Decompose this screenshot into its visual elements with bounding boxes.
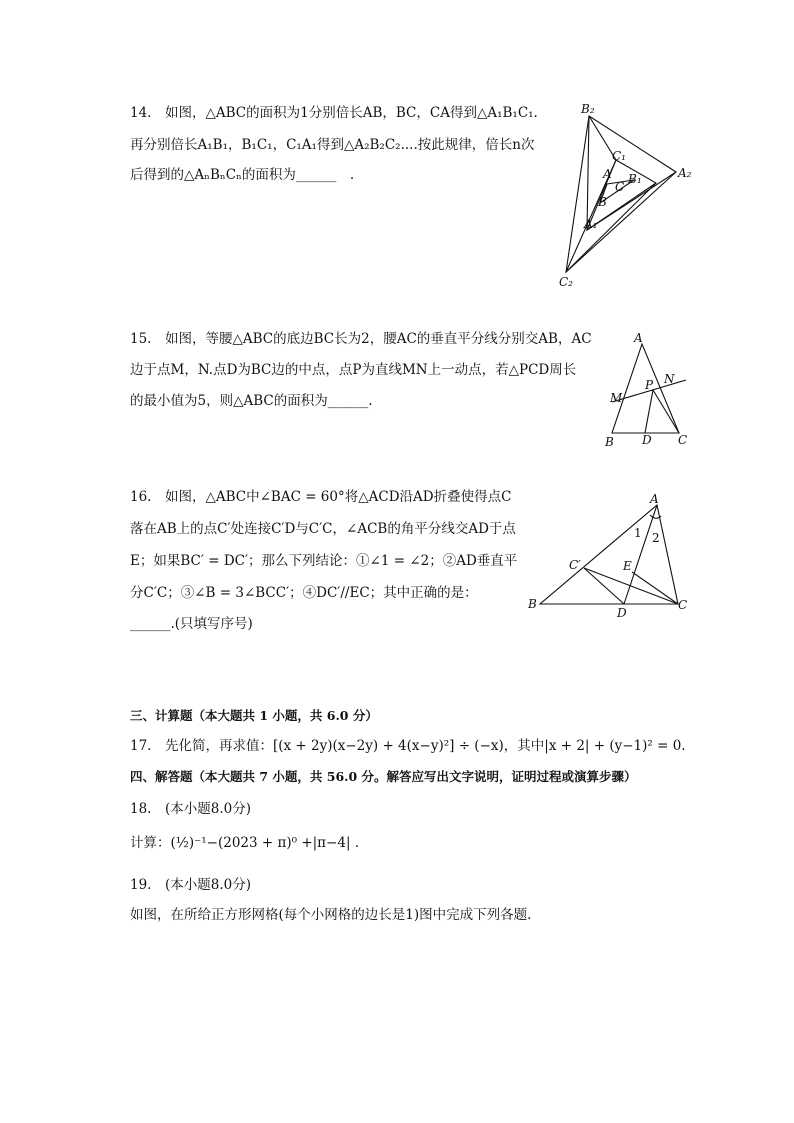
label-a: A bbox=[634, 331, 643, 345]
q18-body: 计算：(½)⁻¹−(2023 + π)⁰ +|π−4| . bbox=[130, 835, 360, 851]
label-c: C bbox=[678, 598, 688, 612]
q14-line-1: 14. 如图，△ABC的面积为1分别倍长AB，BC，CA得到△A₁B₁C₁. bbox=[130, 105, 538, 121]
label-b: B bbox=[605, 435, 614, 449]
q14-line-3: 后得到的△AₙBₙCₙ的面积为______ . bbox=[130, 167, 355, 183]
q19-header: 19. (本小题8.0分) bbox=[130, 877, 251, 893]
section-3-heading: 三、计算题（本大题共 1 小题，共 6.0 分） bbox=[130, 708, 378, 723]
q19-body: 如图，在所给正方形网格(每个小网格的边长是1)图中完成下列各题. bbox=[130, 907, 532, 923]
label-c: C bbox=[678, 433, 688, 447]
label-angle-1: 1 bbox=[634, 526, 642, 540]
q16-line-3: E；如果BC′ = DC′；那么下列结论：①∠1 = ∠2；②AD垂直平 bbox=[130, 553, 518, 569]
label-b1: B₁ bbox=[628, 172, 642, 186]
triangle-a2b2c2 bbox=[566, 116, 676, 272]
label-p: P bbox=[645, 378, 654, 392]
label-d: D bbox=[617, 606, 627, 620]
label-n: N bbox=[664, 372, 675, 386]
q15-line-1: 15. 如图，等腰△ABC的底边BC长为2，腰AC的垂直平分线分别交AB，AC bbox=[130, 331, 592, 347]
label-c2: C₂ bbox=[559, 275, 573, 289]
q18-header: 18. (本小题8.0分) bbox=[130, 801, 251, 817]
label-e: E bbox=[623, 559, 632, 573]
label-m: M bbox=[610, 391, 623, 405]
label-angle-2: 2 bbox=[652, 531, 660, 545]
q14-line-2: 再分别倍长A₁B₁，B₁C₁，C₁A₁得到△A₂B₂C₂....按此规律，倍长n次 bbox=[130, 137, 535, 153]
q17-text: 17. 先化简，再求值：[(x + 2y)(x−2y) + 4(x−y)²] ÷ (−x)，其中|x + 2| + (y−1)² = 0. bbox=[130, 738, 686, 754]
q15-line-2: 边于点M，N.点D为BC边的中点，点P为直线MN上一动点，若△PCD周长 bbox=[130, 362, 577, 378]
label-c1: C₁ bbox=[612, 149, 626, 163]
label-d: D bbox=[642, 433, 652, 447]
section-4-heading: 四、解答题（本大题共 7 小题，共 56.0 分。解答应写出文字说明，证明过程或演算步骤） bbox=[130, 769, 637, 784]
q14-figure bbox=[550, 96, 700, 296]
q16-line-5: ______.(只填写序号) bbox=[130, 616, 253, 632]
q15-line-3: 的最小值为5，则△ABC的面积为______. bbox=[130, 393, 373, 409]
label-a1: A₁ bbox=[584, 217, 598, 231]
q16-line-2: 落在AB上的点C′处连接C′D与C′C，∠ACB的角平分线交AD于点 bbox=[130, 521, 516, 537]
q16-line-4: 分C′C；③∠B = 3∠BCC′；④DC′//EC；其中正确的是： bbox=[130, 585, 478, 601]
q15-figure bbox=[600, 328, 700, 450]
label-a: A bbox=[603, 167, 612, 181]
label-b: B bbox=[528, 597, 537, 611]
label-a2: A₂ bbox=[678, 166, 692, 180]
q16-line-1: 16. 如图，△ABC中∠BAC = 60°将△ACD沿AD折叠使得点C bbox=[130, 489, 512, 505]
label-a: A bbox=[650, 492, 659, 506]
label-b: B bbox=[598, 195, 607, 209]
label-c: C bbox=[615, 180, 625, 194]
label-c-prime: C′ bbox=[569, 558, 581, 572]
q16-figure bbox=[524, 488, 700, 622]
label-b2: B₂ bbox=[581, 102, 595, 116]
